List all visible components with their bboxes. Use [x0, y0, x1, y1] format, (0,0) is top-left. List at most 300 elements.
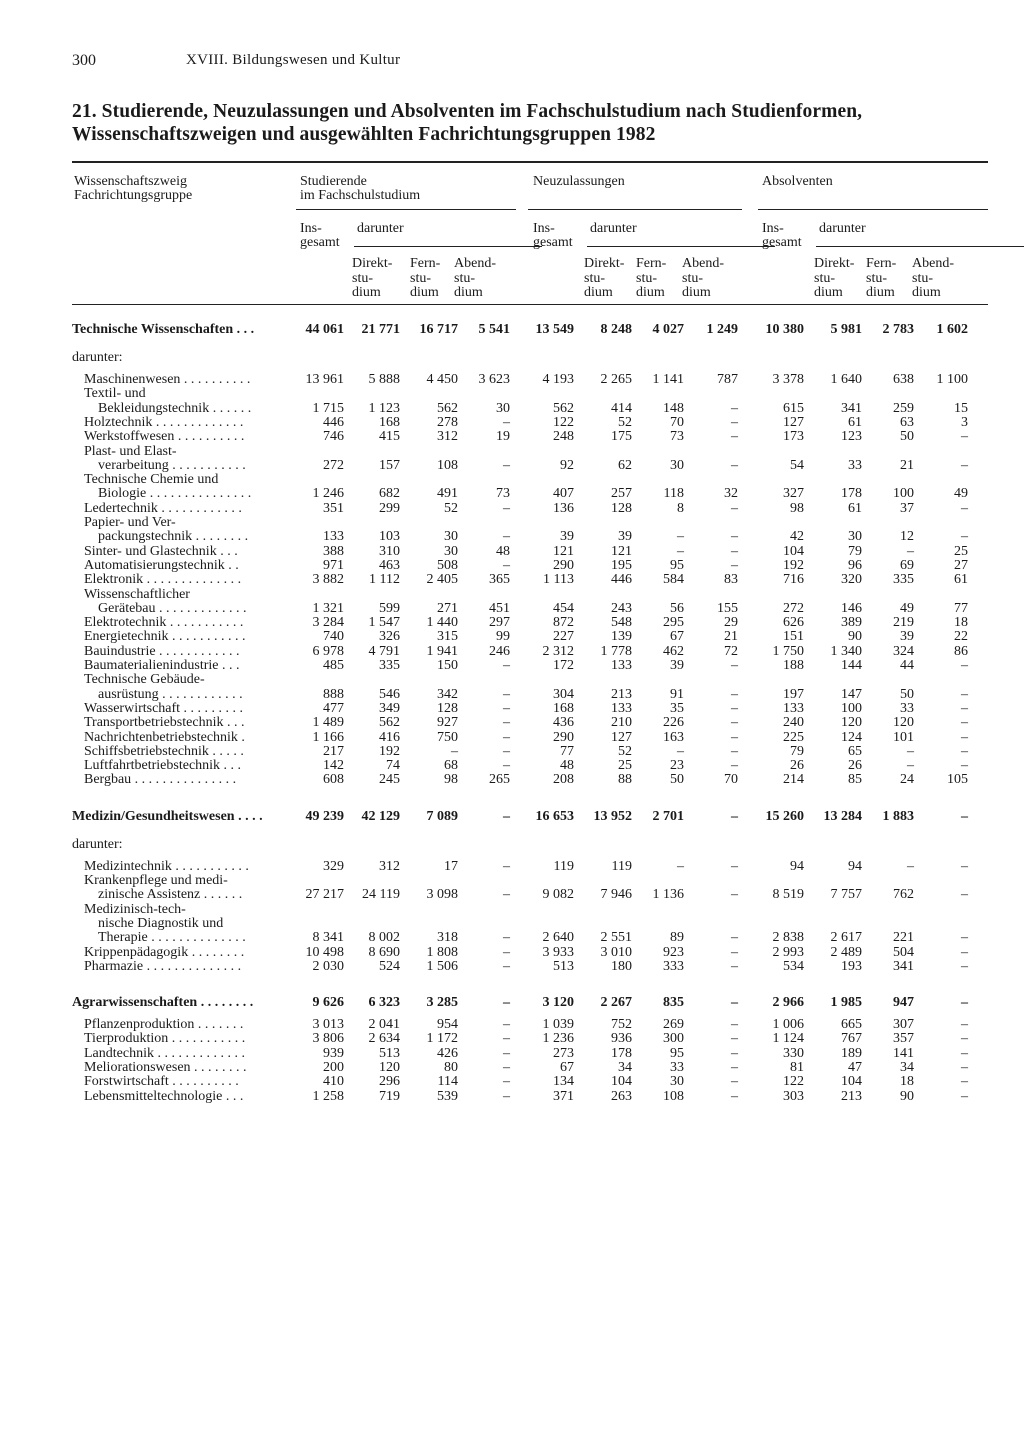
table-cell: 451	[489, 600, 510, 616]
direkt-header-3-line-2: stu-	[814, 270, 835, 286]
table-cell: 342	[437, 686, 458, 702]
fern-header-1-line-3: dium	[410, 285, 439, 300]
table-cell: 62	[618, 457, 632, 473]
table-cell: –	[961, 500, 968, 516]
table-cell: –	[961, 658, 968, 673]
stub-header-line-1: Wissenschaftszweig	[74, 174, 187, 189]
table-cell: 504	[893, 944, 914, 960]
table-cell: –	[961, 429, 968, 445]
table-cell: 213	[841, 1088, 862, 1104]
table-cell: 318	[437, 930, 458, 946]
table-cell: 15 260	[765, 808, 804, 824]
table-cell: 2 617	[830, 930, 862, 946]
table-cell: 939	[323, 1045, 344, 1061]
table-cell: 310	[379, 543, 400, 559]
table-cell: 6 978	[312, 643, 344, 659]
table-cell: 133	[323, 529, 344, 545]
table-cell: 1 112	[369, 572, 400, 588]
section-row	[72, 322, 992, 337]
table-cell: 752	[611, 1017, 632, 1033]
table-cell: 888	[323, 686, 344, 702]
table-cell: 1 602	[936, 322, 968, 337]
table-cell: 49 239	[305, 808, 344, 824]
row-label: Wissenschaftlicher	[84, 586, 190, 602]
table-cell: –	[677, 858, 684, 874]
table-cell: 21	[724, 629, 738, 645]
table-cell: 100	[893, 486, 914, 502]
table-cell: 716	[783, 572, 804, 588]
table-cell: 2 701	[652, 808, 684, 824]
table-cell: 414	[611, 400, 632, 416]
table-cell: 1 778	[600, 643, 632, 659]
table-cell: 665	[841, 1017, 862, 1033]
table-row	[72, 372, 992, 387]
table-cell: 290	[553, 729, 574, 745]
table-cell: 44 061	[305, 322, 344, 337]
table-cell: 121	[611, 543, 632, 559]
table-top-rule	[72, 161, 988, 163]
table-cell: 9 626	[312, 995, 344, 1011]
table-cell: 8 519	[772, 887, 804, 903]
table-cell: 155	[717, 600, 738, 616]
table-cell: 2 640	[542, 930, 574, 946]
table-cell: 5 541	[478, 322, 510, 337]
table-cell: 122	[553, 414, 574, 430]
table-cell: 18	[900, 1074, 914, 1090]
table-cell: 12	[900, 529, 914, 545]
table-cell: 48	[496, 543, 510, 559]
table-cell: –	[731, 1074, 738, 1090]
table-cell: 936	[611, 1031, 632, 1047]
table-cell: 491	[437, 486, 458, 502]
row-label: Transportbetriebstechnik . . .	[84, 715, 245, 731]
table-row	[72, 715, 992, 730]
row-label: Technische Wissenschaften . . .	[72, 322, 255, 337]
table-cell: 327	[783, 486, 804, 502]
table-cell: 446	[611, 572, 632, 588]
table-cell: –	[907, 543, 914, 559]
row-label: Bekleidungstechnik . . . . . .	[98, 400, 252, 416]
table-cell: 415	[379, 429, 400, 445]
table-row	[72, 1017, 992, 1032]
table-cell: 608	[323, 772, 344, 788]
table-cell: 349	[379, 700, 400, 716]
insgesamt-header-1-line-1: Ins-	[300, 221, 322, 236]
direkt-header-2-line-1: Direkt-	[584, 256, 625, 271]
table-cell: –	[503, 1031, 510, 1047]
table-cell: 299	[379, 500, 400, 516]
table-cell: 248	[553, 429, 574, 445]
row-label: Elektrotechnik . . . . . . . . . . .	[84, 615, 244, 631]
row-label: Ledertechnik . . . . . . . . . . . .	[84, 500, 242, 516]
table-cell: 2 265	[600, 372, 632, 387]
row-label: Papier- und Ver-	[84, 515, 176, 530]
table-cell: 189	[841, 1045, 862, 1061]
table-cell: 548	[611, 615, 632, 631]
table-cell: 2 267	[600, 995, 632, 1011]
table-cell: 34	[618, 1060, 632, 1075]
table-row	[72, 458, 992, 473]
darunter-header-2: darunter	[590, 221, 637, 236]
abend-header-1-line-3: dium	[454, 285, 483, 300]
table-cell: 193	[841, 958, 862, 974]
table-cell: 30	[848, 529, 862, 545]
table-cell: 210	[611, 715, 632, 731]
row-label: Biologie . . . . . . . . . . . . . . .	[98, 486, 252, 502]
table-row	[72, 930, 992, 945]
label-row	[72, 472, 992, 487]
table-cell: 79	[790, 743, 804, 759]
row-label: Medizinisch-tech-	[84, 901, 186, 917]
table-cell: 7 946	[600, 887, 632, 903]
table-cell: 10 498	[305, 944, 344, 960]
table-row	[72, 687, 992, 702]
table-row	[72, 415, 992, 430]
row-label: Maschinenwesen . . . . . . . . . .	[84, 372, 251, 387]
table-cell: 436	[553, 715, 574, 731]
table-cell: 315	[437, 629, 458, 645]
table-cell: 2 489	[830, 944, 862, 960]
table-cell: 69	[900, 557, 914, 573]
table-cell: 21	[900, 457, 914, 473]
table-cell: 120	[379, 1060, 400, 1075]
table-cell: 539	[437, 1088, 458, 1104]
table-cell: 534	[783, 958, 804, 974]
table-cell: –	[907, 858, 914, 874]
direkt-header-1-line-1: Direkt-	[352, 256, 393, 271]
table-cell: 119	[611, 858, 632, 874]
table-cell: 245	[379, 772, 400, 788]
table-cell: 68	[444, 758, 458, 774]
table-row	[72, 429, 992, 444]
row-label: Forstwirtschaft . . . . . . . . . .	[84, 1074, 239, 1090]
table-row	[72, 629, 992, 644]
table-cell: 296	[379, 1074, 400, 1090]
table-cell: –	[731, 1017, 738, 1033]
table-cell: 1 715	[312, 400, 344, 416]
table-cell: 141	[893, 1045, 914, 1061]
row-label: Wasserwirtschaft . . . . . . . . .	[84, 700, 244, 716]
table-cell: –	[503, 414, 510, 430]
table-cell: 3 806	[312, 1031, 344, 1047]
table-row	[72, 658, 992, 673]
table-cell: 24 119	[362, 887, 400, 903]
table-cell: 200	[323, 1060, 344, 1075]
table-cell: 307	[893, 1017, 914, 1033]
table-cell: 1 340	[830, 643, 862, 659]
table-cell: 324	[893, 643, 914, 659]
table-cell: 30	[496, 400, 510, 416]
table-cell: 127	[783, 414, 804, 430]
table-cell: 49	[954, 486, 968, 502]
table-cell: 26	[790, 758, 804, 774]
table-cell: 70	[724, 772, 738, 788]
table-cell: 4 027	[652, 322, 684, 337]
row-label: Holztechnik . . . . . . . . . . . . .	[84, 414, 244, 430]
label-row	[72, 837, 992, 852]
table-cell: 263	[611, 1088, 632, 1104]
table-cell: –	[731, 930, 738, 946]
table-cell: –	[731, 658, 738, 673]
table-cell: 120	[893, 715, 914, 731]
table-cell: 67	[560, 1060, 574, 1075]
table-row	[72, 744, 992, 759]
table-cell: 2 405	[426, 572, 458, 588]
table-cell: 2 634	[368, 1031, 400, 1047]
table-cell: 52	[618, 743, 632, 759]
table-cell: 954	[437, 1017, 458, 1033]
table-cell: 638	[893, 372, 914, 387]
table-cell: 119	[553, 858, 574, 874]
table-cell: 357	[893, 1031, 914, 1047]
table-cell: 173	[783, 429, 804, 445]
table-cell: 122	[783, 1074, 804, 1090]
row-label: Plast- und Elast-	[84, 443, 177, 459]
table-cell: 29	[724, 615, 738, 631]
table-cell: –	[731, 1045, 738, 1061]
table-cell: 584	[663, 572, 684, 588]
fern-header-2-line-1: Fern-	[636, 256, 667, 271]
table-cell: –	[677, 529, 684, 545]
table-cell: 682	[379, 486, 400, 502]
table-cell: 118	[663, 486, 684, 502]
row-label: Elektronik . . . . . . . . . . . . . .	[84, 572, 242, 588]
table-row	[72, 701, 992, 716]
table-row	[72, 758, 992, 773]
table-cell: 290	[553, 557, 574, 573]
table-cell: 1 039	[542, 1017, 574, 1033]
table-cell: 22	[954, 629, 968, 645]
table-cell: 50	[900, 686, 914, 702]
abend-header-1-line-1: Abend-	[454, 256, 496, 271]
table-cell: 213	[611, 686, 632, 702]
table-cell: 188	[783, 658, 804, 673]
table-cell: –	[961, 743, 968, 759]
table-cell: 462	[663, 643, 684, 659]
table-cell: 243	[611, 600, 632, 616]
table-cell: –	[961, 1074, 968, 1090]
table-cell: 103	[379, 529, 400, 545]
table-cell: –	[503, 1074, 510, 1090]
table-cell: –	[731, 500, 738, 516]
table-cell: –	[961, 958, 968, 974]
table-row	[72, 1031, 992, 1046]
table-cell: 273	[553, 1045, 574, 1061]
table-cell: –	[503, 715, 510, 731]
table-cell: 77	[954, 600, 968, 616]
table-cell: 144	[841, 658, 862, 673]
table-cell: 61	[848, 500, 862, 516]
table-cell: –	[731, 543, 738, 559]
row-label: Gerätebau . . . . . . . . . . . . .	[98, 600, 247, 616]
table-cell: 80	[444, 1060, 458, 1075]
table-cell: 1 640	[830, 372, 862, 387]
table-cell: 335	[893, 572, 914, 588]
table-cell: 333	[663, 958, 684, 974]
table-cell: 92	[560, 457, 574, 473]
table-cell: 746	[323, 429, 344, 445]
table-cell: 89	[670, 930, 684, 946]
table-cell: 94	[790, 858, 804, 874]
abend-header-1-line-2: stu-	[454, 270, 475, 286]
table-cell: 108	[437, 457, 458, 473]
table-cell: 44	[900, 658, 914, 673]
table-cell: 134	[553, 1074, 574, 1090]
table-cell: 272	[783, 600, 804, 616]
table-cell: –	[677, 743, 684, 759]
row-label: Sinter- und Glastechnik . . .	[84, 543, 238, 559]
table-cell: –	[961, 758, 968, 774]
table-cell: –	[503, 858, 510, 874]
table-cell: 86	[954, 643, 968, 659]
table-cell: 127	[611, 729, 632, 745]
table-row	[72, 1046, 992, 1061]
table-cell: –	[731, 944, 738, 960]
table-cell: –	[503, 658, 510, 673]
table-cell: –	[731, 557, 738, 573]
table-cell: 240	[783, 715, 804, 731]
table-cell: 214	[783, 772, 804, 788]
table-cell: –	[907, 758, 914, 774]
table-cell: 5 981	[830, 322, 862, 337]
row-label: nische Diagnostik und	[98, 915, 224, 931]
table-cell: –	[451, 743, 458, 759]
label-row	[72, 916, 992, 931]
table-cell: 48	[560, 758, 574, 774]
table-cell: 128	[611, 500, 632, 516]
table-cell: 225	[783, 729, 804, 745]
table-cell: 72	[724, 643, 738, 659]
table-cell: 88	[618, 772, 632, 788]
table-cell: 35	[670, 700, 684, 716]
table-cell: 94	[848, 858, 862, 874]
group-header-studierende-line-2: im Fachschulstudium	[300, 188, 421, 203]
row-label: Schiffsbetriebstechnik . . . . .	[84, 743, 244, 759]
table-cell: 26	[848, 758, 862, 774]
table-cell: 410	[323, 1074, 344, 1090]
table-cell: 25	[618, 758, 632, 774]
table-cell: 303	[783, 1088, 804, 1104]
table-cell: 750	[437, 729, 458, 745]
table-cell: 407	[553, 486, 574, 502]
group-rule-2	[528, 209, 742, 210]
table-cell: 513	[553, 958, 574, 974]
table-cell: 100	[841, 700, 862, 716]
table-cell: –	[961, 995, 968, 1011]
fern-header-1-line-1: Fern-	[410, 256, 441, 271]
table-cell: 719	[379, 1088, 400, 1104]
row-label: Meliorationswesen . . . . . . . .	[84, 1060, 247, 1075]
table-cell: 300	[663, 1031, 684, 1047]
table-cell: 1 321	[312, 600, 344, 616]
fern-header-3-line-3: dium	[866, 285, 895, 300]
label-row	[72, 587, 992, 602]
table-cell: 128	[437, 700, 458, 716]
table-cell: 34	[900, 1060, 914, 1075]
table-cell: 1 136	[652, 887, 684, 903]
table-cell: –	[961, 1045, 968, 1061]
label-row	[72, 350, 992, 365]
table-cell: 217	[323, 743, 344, 759]
row-label: Baumaterialienindustrie . . .	[84, 658, 240, 673]
table-cell: 1 124	[772, 1031, 804, 1047]
table-cell: 971	[323, 557, 344, 573]
table-cell: 1 883	[882, 808, 914, 824]
table-cell: –	[731, 808, 738, 824]
row-label: Nachrichtenbetriebstechnik .	[84, 729, 245, 745]
table-cell: 389	[841, 615, 862, 631]
table-cell: –	[961, 1017, 968, 1033]
table-cell: –	[503, 1045, 510, 1061]
label-row	[72, 672, 992, 687]
header-bottom-rule	[72, 304, 988, 305]
table-cell: 178	[841, 486, 862, 502]
row-label: zinische Assistenz . . . . . .	[98, 887, 243, 903]
table-cell: –	[503, 1017, 510, 1033]
table-cell: 626	[783, 615, 804, 631]
table-cell: 42	[790, 529, 804, 545]
table-cell: 121	[553, 543, 574, 559]
table-cell: 81	[790, 1060, 804, 1075]
table-cell: 13 952	[593, 808, 632, 824]
table-cell: 4 791	[368, 643, 400, 659]
table-cell: 83	[724, 572, 738, 588]
table-cell: 104	[783, 543, 804, 559]
table-cell: 1 547	[368, 615, 400, 631]
table-cell: 3 098	[426, 887, 458, 903]
table-cell: 49	[900, 600, 914, 616]
table-cell: –	[503, 743, 510, 759]
table-cell: 95	[670, 557, 684, 573]
table-cell: 15	[954, 400, 968, 416]
table-cell: –	[731, 429, 738, 445]
table-cell: 56	[670, 600, 684, 616]
table-cell: 2 966	[772, 995, 804, 1011]
table-cell: –	[961, 729, 968, 745]
table-cell: 79	[848, 543, 862, 559]
table-cell: –	[503, 995, 510, 1011]
insgesamt-header-2-line-1: Ins-	[533, 221, 555, 236]
table-cell: 133	[611, 700, 632, 716]
table-cell: 259	[893, 400, 914, 416]
table-row	[72, 544, 992, 559]
table-cell: 50	[900, 429, 914, 445]
direkt-header-3-line-3: dium	[814, 285, 843, 300]
table-cell: 99	[496, 629, 510, 645]
table-cell: 1 440	[426, 615, 458, 631]
table-cell: 10 380	[765, 322, 804, 337]
table-cell: 27 217	[305, 887, 344, 903]
table-cell: –	[503, 686, 510, 702]
table-cell: 42 129	[361, 808, 400, 824]
table-cell: 30	[444, 543, 458, 559]
table-cell: 265	[489, 772, 510, 788]
table-cell: –	[503, 944, 510, 960]
table-cell: 52	[618, 414, 632, 430]
table-cell: 96	[848, 557, 862, 573]
table-cell: 133	[783, 700, 804, 716]
table-cell: 4 450	[426, 372, 458, 387]
table-cell: 615	[783, 400, 804, 416]
table-cell: –	[503, 1060, 510, 1075]
table-cell: 1 249	[706, 322, 738, 337]
table-cell: 257	[611, 486, 632, 502]
table-cell: 1 172	[426, 1031, 458, 1047]
table-cell: 142	[323, 758, 344, 774]
page-number: 300	[72, 52, 96, 69]
insgesamt-header-3-line-1: Ins-	[762, 221, 784, 236]
table-cell: –	[731, 529, 738, 545]
